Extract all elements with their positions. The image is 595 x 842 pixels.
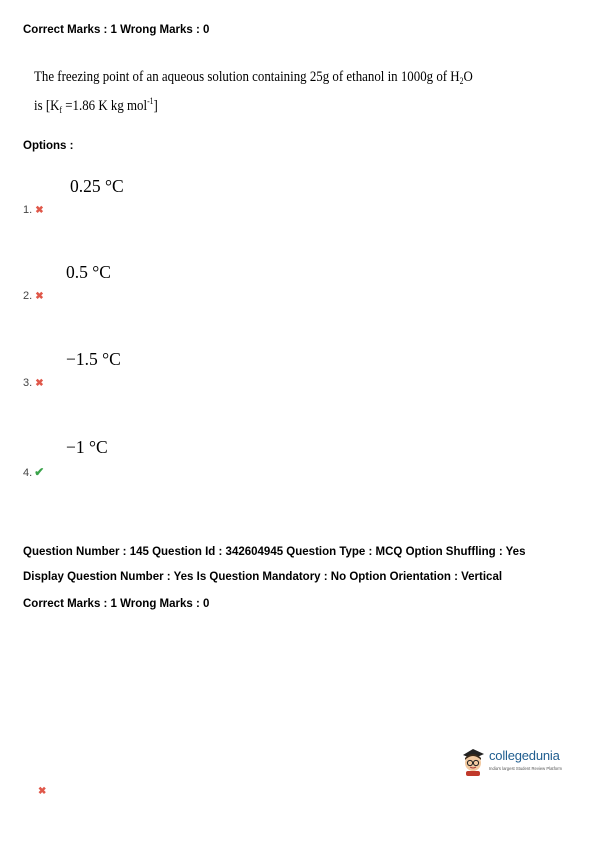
options-label: Options : [23,140,74,152]
logo-tagline: India's largest Student Review Platform [489,766,562,771]
option-1-value: 0.25 °C [70,176,124,196]
collegedunia-logo [460,746,580,780]
option-2-value: 0.5 °C [66,262,111,282]
cross-icon: ✖ [35,291,44,302]
option-2 [23,290,44,302]
cross-icon: ✖ [35,378,44,389]
option-3 [23,377,44,389]
cross-icon: ✖ [35,205,44,216]
question-text [34,67,473,120]
question-meta-line-3: Correct Marks : 1 Wrong Marks : 0 [23,598,210,610]
student-mascot-icon [460,746,486,776]
question-meta-line-1: Question Number : 145 Question Id : 342604945 Question Type : MCQ Option Shuffling : Yes [23,546,526,558]
option-3-number: 3. [23,377,33,389]
check-icon: ✔ [34,465,45,479]
option-1-number: 1. [23,204,33,216]
option-4-value: −1 °C [66,437,108,457]
option-4-number: 4. [23,467,33,479]
question-line-1: The freezing point of an aqueous solution containing 25g of ethanol in 1000g of $H_2O$ [34,69,473,86]
logo-name: collegedunia [489,748,560,763]
option-3-value: −1.5 °C [66,349,121,369]
marks-info: Correct Marks : 1 Wrong Marks : 0 [23,24,210,36]
option-1 [23,204,44,216]
option-2-number: 2. [23,290,33,302]
question-line-2: is [$K_f =1.86$ K kg mol$^{-1}$] [34,96,158,115]
option-4 [23,465,44,479]
cross-icon: ✖ [38,786,47,797]
question-meta-line-2: Display Question Number : Yes Is Question Mandatory : No Option Orientation : Vertical [23,571,503,583]
